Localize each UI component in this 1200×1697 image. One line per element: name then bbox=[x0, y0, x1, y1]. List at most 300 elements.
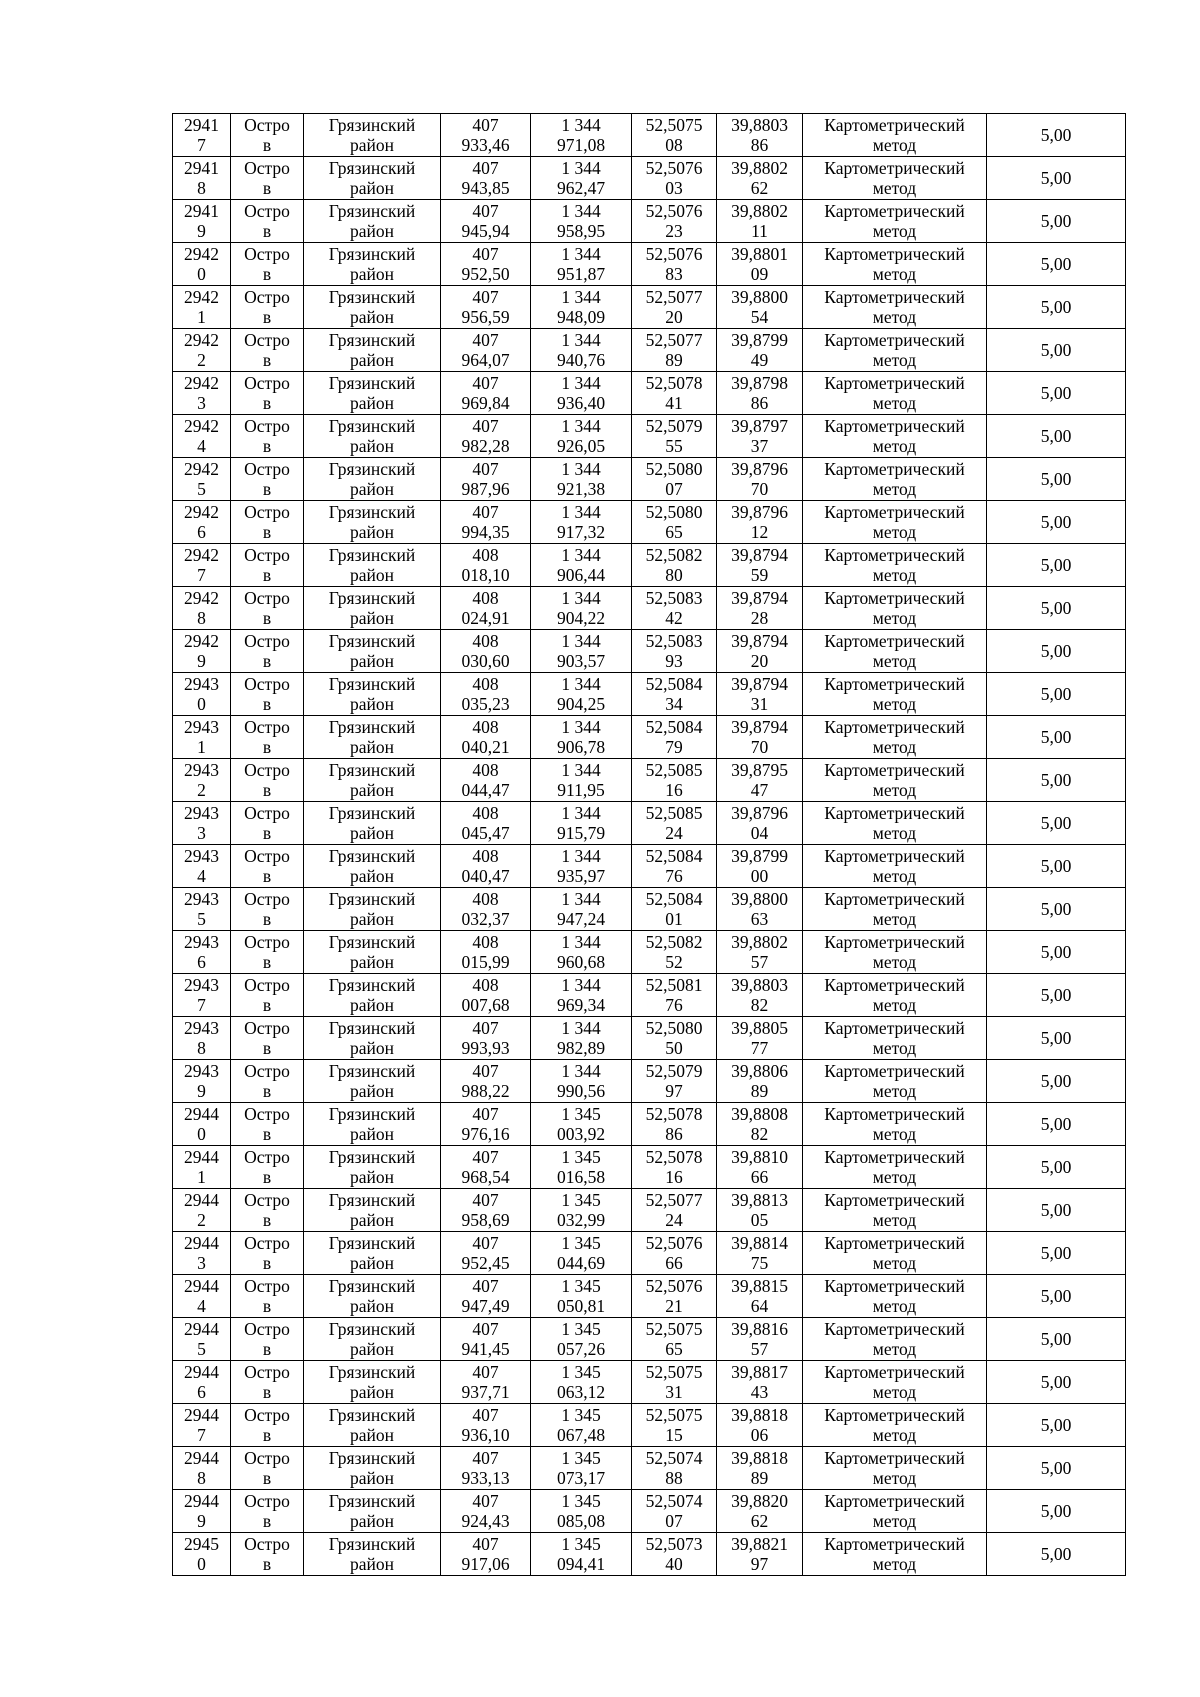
object-type-cell bbox=[231, 114, 304, 157]
method-line-2: метод bbox=[872, 1296, 917, 1316]
y-coordinate-cell bbox=[531, 673, 632, 716]
point-number-line-2: 0 bbox=[197, 264, 206, 284]
object-type-line-1: Остро bbox=[244, 1104, 290, 1124]
object-type-line-1: Остро bbox=[244, 545, 290, 565]
longitude-cell bbox=[717, 415, 803, 458]
x-coordinate-line-2: 941,45 bbox=[461, 1339, 510, 1359]
point-number-line-1: 2942 bbox=[184, 373, 219, 393]
longitude-cell bbox=[717, 716, 803, 759]
method-line-1: Картометрический bbox=[824, 1534, 965, 1554]
point-number-cell bbox=[173, 1060, 231, 1103]
y-coordinate-line-1: 1 344 bbox=[561, 502, 601, 522]
district-cell bbox=[304, 1447, 441, 1490]
object-type-line-2: в bbox=[262, 565, 272, 585]
longitude-cell bbox=[717, 931, 803, 974]
point-number-cell bbox=[173, 974, 231, 1017]
method-cell bbox=[803, 243, 987, 286]
district-line-2: район bbox=[350, 307, 394, 327]
point-number-line-1: 2943 bbox=[184, 760, 219, 780]
point-number-cell bbox=[173, 1103, 231, 1146]
method-line-1: Картометрический bbox=[824, 889, 965, 909]
method-line-1: Картометрический bbox=[824, 975, 965, 995]
y-coordinate-line-1: 1 344 bbox=[561, 115, 601, 135]
longitude-line-1: 39,8803 bbox=[731, 115, 788, 135]
latitude-cell bbox=[632, 1189, 717, 1232]
point-number-line-2: 5 bbox=[197, 1339, 206, 1359]
latitude-line-1: 52,5084 bbox=[645, 889, 703, 909]
x-coordinate-cell bbox=[441, 372, 531, 415]
x-coordinate-line-2: 994,35 bbox=[461, 522, 510, 542]
table-body bbox=[173, 114, 1126, 1576]
accuracy-cell: 5,00 bbox=[987, 1490, 1126, 1533]
y-coordinate-cell bbox=[531, 630, 632, 673]
method-cell bbox=[803, 1447, 987, 1490]
district-line-1: Грязинский bbox=[328, 373, 416, 393]
point-number-line-2: 9 bbox=[197, 651, 206, 671]
table-row bbox=[173, 114, 1126, 157]
latitude-line-2: 24 bbox=[665, 823, 683, 843]
district-cell bbox=[304, 544, 441, 587]
object-type-line-2: в bbox=[262, 866, 272, 886]
latitude-line-2: 76 bbox=[665, 866, 683, 886]
object-type-line-1: Остро bbox=[244, 631, 290, 651]
x-coordinate-line-1: 407 bbox=[472, 1190, 499, 1210]
y-coordinate-line-1: 1 345 bbox=[561, 1190, 601, 1210]
method-cell bbox=[803, 1060, 987, 1103]
longitude-line-1: 39,8802 bbox=[731, 158, 788, 178]
x-coordinate-line-2: 956,59 bbox=[461, 307, 510, 327]
object-type-line-1: Остро bbox=[244, 932, 290, 952]
point-number-cell bbox=[173, 759, 231, 802]
object-type-line-2: в bbox=[262, 1081, 272, 1101]
y-coordinate-line-1: 1 344 bbox=[561, 975, 601, 995]
x-coordinate-line-1: 407 bbox=[472, 502, 499, 522]
point-number-cell bbox=[173, 415, 231, 458]
method-line-1: Картометрический bbox=[824, 588, 965, 608]
method-cell bbox=[803, 1318, 987, 1361]
latitude-line-1: 52,5074 bbox=[645, 1491, 703, 1511]
method-line-2: метод bbox=[872, 178, 917, 198]
x-coordinate-cell bbox=[441, 1361, 531, 1404]
y-coordinate-cell bbox=[531, 1318, 632, 1361]
latitude-line-1: 52,5075 bbox=[645, 1319, 703, 1339]
district-cell bbox=[304, 931, 441, 974]
object-type-cell bbox=[231, 1146, 304, 1189]
point-number-cell bbox=[173, 630, 231, 673]
y-coordinate-cell bbox=[531, 544, 632, 587]
accuracy-cell: 5,00 bbox=[987, 329, 1126, 372]
x-coordinate-cell bbox=[441, 1318, 531, 1361]
object-type-line-2: в bbox=[262, 522, 272, 542]
latitude-line-2: 08 bbox=[665, 135, 683, 155]
point-number-line-2: 4 bbox=[197, 866, 206, 886]
latitude-line-1: 52,5084 bbox=[645, 674, 703, 694]
district-cell bbox=[304, 1017, 441, 1060]
point-number-cell bbox=[173, 286, 231, 329]
method-line-1: Картометрический bbox=[824, 1061, 965, 1081]
latitude-line-2: 16 bbox=[665, 780, 683, 800]
method-cell bbox=[803, 1404, 987, 1447]
latitude-line-2: 03 bbox=[665, 178, 683, 198]
object-type-line-1: Остро bbox=[244, 416, 290, 436]
object-type-line-2: в bbox=[262, 780, 272, 800]
district-line-2: район bbox=[350, 178, 394, 198]
point-number-line-1: 2941 bbox=[184, 158, 219, 178]
y-coordinate-line-1: 1 344 bbox=[561, 459, 601, 479]
district-line-1: Грязинский bbox=[328, 631, 416, 651]
point-number-line-1: 2942 bbox=[184, 330, 219, 350]
latitude-line-1: 52,5075 bbox=[645, 115, 703, 135]
method-line-2: метод bbox=[872, 780, 917, 800]
latitude-line-2: 21 bbox=[665, 1296, 683, 1316]
district-line-1: Грязинский bbox=[328, 1147, 416, 1167]
district-line-1: Грязинский bbox=[328, 1233, 416, 1253]
latitude-line-2: 86 bbox=[665, 1124, 683, 1144]
method-line-1: Картометрический bbox=[824, 330, 965, 350]
point-number-line-1: 2941 bbox=[184, 201, 219, 221]
longitude-line-1: 39,8818 bbox=[731, 1405, 788, 1425]
accuracy-cell: 5,00 bbox=[987, 1361, 1126, 1404]
table-row bbox=[173, 458, 1126, 501]
longitude-line-1: 39,8802 bbox=[731, 932, 788, 952]
latitude-line-2: 16 bbox=[665, 1167, 683, 1187]
object-type-line-2: в bbox=[262, 1554, 272, 1574]
district-line-1: Грязинский bbox=[328, 502, 416, 522]
latitude-cell bbox=[632, 157, 717, 200]
longitude-line-2: 70 bbox=[750, 737, 769, 757]
latitude-cell bbox=[632, 845, 717, 888]
x-coordinate-line-2: 993,93 bbox=[461, 1038, 510, 1058]
point-number-line-1: 2942 bbox=[184, 502, 219, 522]
object-type-line-1: Остро bbox=[244, 287, 290, 307]
longitude-cell bbox=[717, 286, 803, 329]
longitude-line-2: 20 bbox=[750, 651, 769, 671]
object-type-line-1: Остро bbox=[244, 1147, 290, 1167]
y-coordinate-line-1: 1 344 bbox=[561, 330, 601, 350]
method-line-2: метод bbox=[872, 264, 917, 284]
district-line-1: Грязинский bbox=[328, 1061, 416, 1081]
point-number-line-2: 4 bbox=[197, 436, 206, 456]
district-line-1: Грязинский bbox=[328, 1276, 416, 1296]
longitude-line-1: 39,8806 bbox=[731, 1061, 788, 1081]
method-line-1: Картометрический bbox=[824, 201, 965, 221]
y-coordinate-line-1: 1 344 bbox=[561, 760, 601, 780]
object-type-line-1: Остро bbox=[244, 760, 290, 780]
latitude-line-1: 52,5078 bbox=[645, 1104, 703, 1124]
method-line-2: метод bbox=[872, 350, 917, 370]
district-line-1: Грязинский bbox=[328, 1018, 416, 1038]
point-number-cell bbox=[173, 1447, 231, 1490]
x-coordinate-cell bbox=[441, 1103, 531, 1146]
x-coordinate-line-1: 408 bbox=[472, 674, 499, 694]
district-line-2: район bbox=[350, 608, 394, 628]
district-line-1: Грязинский bbox=[328, 1491, 416, 1511]
x-coordinate-line-2: 035,23 bbox=[461, 694, 510, 714]
point-number-line-2: 7 bbox=[197, 995, 206, 1015]
method-line-2: метод bbox=[872, 694, 917, 714]
longitude-cell bbox=[717, 974, 803, 1017]
point-number-cell bbox=[173, 372, 231, 415]
method-line-2: метод bbox=[872, 1468, 917, 1488]
x-coordinate-line-2: 988,22 bbox=[461, 1081, 510, 1101]
point-number-line-1: 2943 bbox=[184, 717, 219, 737]
district-cell bbox=[304, 1490, 441, 1533]
x-coordinate-cell bbox=[441, 759, 531, 802]
x-coordinate-line-2: 040,21 bbox=[461, 737, 510, 757]
object-type-line-1: Остро bbox=[244, 1491, 290, 1511]
longitude-line-2: 75 bbox=[750, 1253, 769, 1273]
y-coordinate-cell bbox=[531, 845, 632, 888]
x-coordinate-line-2: 952,45 bbox=[461, 1253, 510, 1273]
x-coordinate-line-1: 407 bbox=[472, 1233, 499, 1253]
latitude-line-1: 52,5083 bbox=[645, 631, 703, 651]
latitude-line-1: 52,5080 bbox=[645, 459, 703, 479]
method-line-1: Картометрический bbox=[824, 846, 965, 866]
accuracy-cell: 5,00 bbox=[987, 1275, 1126, 1318]
district-line-1: Грязинский bbox=[328, 760, 416, 780]
x-coordinate-cell bbox=[441, 243, 531, 286]
latitude-cell bbox=[632, 974, 717, 1017]
method-line-1: Картометрический bbox=[824, 803, 965, 823]
object-type-line-2: в bbox=[262, 1296, 272, 1316]
object-type-line-1: Остро bbox=[244, 803, 290, 823]
district-line-2: район bbox=[350, 866, 394, 886]
x-coordinate-line-1: 407 bbox=[472, 158, 499, 178]
longitude-cell bbox=[717, 673, 803, 716]
x-coordinate-line-2: 015,99 bbox=[461, 952, 510, 972]
point-number-line-1: 2942 bbox=[184, 416, 219, 436]
method-line-1: Картометрический bbox=[824, 1491, 965, 1511]
table-row bbox=[173, 888, 1126, 931]
district-line-2: район bbox=[350, 1339, 394, 1359]
point-number-line-2: 4 bbox=[197, 1296, 206, 1316]
latitude-line-1: 52,5076 bbox=[645, 158, 703, 178]
object-type-line-1: Остро bbox=[244, 588, 290, 608]
method-cell bbox=[803, 630, 987, 673]
district-line-2: район bbox=[350, 393, 394, 413]
latitude-line-2: 31 bbox=[665, 1382, 683, 1402]
point-number-line-2: 6 bbox=[197, 522, 206, 542]
point-number-line-2: 7 bbox=[197, 1425, 206, 1445]
latitude-line-1: 52,5078 bbox=[645, 373, 703, 393]
point-number-line-2: 8 bbox=[197, 178, 206, 198]
point-number-line-1: 2943 bbox=[184, 1061, 219, 1081]
table-row bbox=[173, 1189, 1126, 1232]
accuracy-cell: 5,00 bbox=[987, 1017, 1126, 1060]
longitude-line-1: 39,8794 bbox=[731, 717, 788, 737]
latitude-line-2: 65 bbox=[665, 522, 683, 542]
table-row bbox=[173, 1103, 1126, 1146]
latitude-line-1: 52,5076 bbox=[645, 244, 703, 264]
x-coordinate-line-1: 407 bbox=[472, 416, 499, 436]
district-line-1: Грязинский bbox=[328, 158, 416, 178]
longitude-line-1: 39,8803 bbox=[731, 975, 788, 995]
method-line-1: Картометрический bbox=[824, 158, 965, 178]
point-number-line-1: 2943 bbox=[184, 674, 219, 694]
latitude-line-2: 50 bbox=[665, 1038, 683, 1058]
y-coordinate-cell bbox=[531, 1275, 632, 1318]
district-line-2: район bbox=[350, 1511, 394, 1531]
point-number-cell bbox=[173, 114, 231, 157]
x-coordinate-line-1: 407 bbox=[472, 1491, 499, 1511]
accuracy-cell: 5,00 bbox=[987, 931, 1126, 974]
method-line-1: Картометрический bbox=[824, 760, 965, 780]
object-type-cell bbox=[231, 458, 304, 501]
object-type-line-1: Остро bbox=[244, 502, 290, 522]
accuracy-cell: 5,00 bbox=[987, 802, 1126, 845]
table-row bbox=[173, 1232, 1126, 1275]
table-row bbox=[173, 802, 1126, 845]
method-line-2: метод bbox=[872, 307, 917, 327]
x-coordinate-line-2: 943,85 bbox=[461, 178, 510, 198]
y-coordinate-line-1: 1 344 bbox=[561, 158, 601, 178]
x-coordinate-cell bbox=[441, 286, 531, 329]
method-line-2: метод bbox=[872, 479, 917, 499]
object-type-cell bbox=[231, 1447, 304, 1490]
accuracy-cell: 5,00 bbox=[987, 1189, 1126, 1232]
y-coordinate-cell bbox=[531, 372, 632, 415]
y-coordinate-line-1: 1 344 bbox=[561, 287, 601, 307]
accuracy-cell: 5,00 bbox=[987, 759, 1126, 802]
district-line-2: район bbox=[350, 651, 394, 671]
district-line-1: Грязинский bbox=[328, 588, 416, 608]
district-line-2: район bbox=[350, 1124, 394, 1144]
method-line-2: метод bbox=[872, 1425, 917, 1445]
method-cell bbox=[803, 587, 987, 630]
latitude-cell bbox=[632, 1232, 717, 1275]
method-line-2: метод bbox=[872, 737, 917, 757]
y-coordinate-cell bbox=[531, 114, 632, 157]
longitude-cell bbox=[717, 630, 803, 673]
district-cell bbox=[304, 673, 441, 716]
method-line-2: метод bbox=[872, 1081, 917, 1101]
point-number-line-1: 2943 bbox=[184, 889, 219, 909]
longitude-line-2: 04 bbox=[750, 823, 769, 843]
district-line-2: район bbox=[350, 780, 394, 800]
x-coordinate-line-1: 407 bbox=[472, 201, 499, 221]
method-line-2: метод bbox=[872, 1038, 917, 1058]
district-cell bbox=[304, 1275, 441, 1318]
method-line-2: метод bbox=[872, 1210, 917, 1230]
object-type-line-2: в bbox=[262, 694, 272, 714]
object-type-cell bbox=[231, 1490, 304, 1533]
object-type-line-2: в bbox=[262, 1210, 272, 1230]
point-number-line-2: 0 bbox=[197, 1554, 206, 1574]
point-number-line-1: 2943 bbox=[184, 803, 219, 823]
table-row bbox=[173, 200, 1126, 243]
method-cell bbox=[803, 1017, 987, 1060]
object-type-cell bbox=[231, 544, 304, 587]
object-type-cell bbox=[231, 372, 304, 415]
object-type-cell bbox=[231, 888, 304, 931]
point-number-line-2: 0 bbox=[197, 694, 206, 714]
latitude-cell bbox=[632, 630, 717, 673]
latitude-cell bbox=[632, 1447, 717, 1490]
method-cell bbox=[803, 1189, 987, 1232]
object-type-cell bbox=[231, 802, 304, 845]
district-line-1: Грязинский bbox=[328, 1104, 416, 1124]
object-type-cell bbox=[231, 845, 304, 888]
longitude-line-2: 49 bbox=[750, 350, 769, 370]
district-cell bbox=[304, 716, 441, 759]
latitude-line-2: 80 bbox=[665, 565, 683, 585]
method-line-1: Картометрический bbox=[824, 1104, 965, 1124]
latitude-line-1: 52,5085 bbox=[645, 760, 703, 780]
longitude-line-2: 63 bbox=[750, 909, 769, 929]
longitude-cell bbox=[717, 587, 803, 630]
latitude-line-2: 52 bbox=[665, 952, 683, 972]
object-type-cell bbox=[231, 243, 304, 286]
longitude-cell bbox=[717, 329, 803, 372]
x-coordinate-line-2: 964,07 bbox=[461, 350, 510, 370]
y-coordinate-line-2: 063,12 bbox=[556, 1382, 606, 1402]
object-type-line-2: в bbox=[262, 1038, 272, 1058]
accuracy-cell: 5,00 bbox=[987, 1447, 1126, 1490]
latitude-line-1: 52,5084 bbox=[645, 846, 703, 866]
district-cell bbox=[304, 286, 441, 329]
y-coordinate-line-2: 915,79 bbox=[556, 823, 606, 843]
longitude-cell bbox=[717, 802, 803, 845]
y-coordinate-line-2: 926,05 bbox=[556, 436, 606, 456]
district-line-1: Грязинский bbox=[328, 803, 416, 823]
point-number-line-1: 2944 bbox=[184, 1319, 219, 1339]
point-number-cell bbox=[173, 1361, 231, 1404]
x-coordinate-line-1: 408 bbox=[472, 588, 499, 608]
point-number-line-2: 2 bbox=[197, 350, 206, 370]
y-coordinate-line-1: 1 345 bbox=[561, 1319, 601, 1339]
longitude-cell bbox=[717, 114, 803, 157]
point-number-line-1: 2944 bbox=[184, 1233, 219, 1253]
district-line-1: Грязинский bbox=[328, 1362, 416, 1382]
method-cell bbox=[803, 372, 987, 415]
y-coordinate-line-1: 1 344 bbox=[561, 803, 601, 823]
x-coordinate-line-2: 987,96 bbox=[461, 479, 510, 499]
longitude-line-2: 62 bbox=[750, 178, 769, 198]
object-type-line-2: в bbox=[262, 479, 272, 499]
accuracy-cell: 5,00 bbox=[987, 1232, 1126, 1275]
longitude-cell bbox=[717, 157, 803, 200]
point-number-cell bbox=[173, 1232, 231, 1275]
object-type-line-2: в bbox=[262, 1253, 272, 1273]
latitude-line-1: 52,5081 bbox=[645, 975, 703, 995]
object-type-line-2: в bbox=[262, 1382, 272, 1402]
latitude-line-1: 52,5073 bbox=[645, 1534, 703, 1554]
object-type-line-1: Остро bbox=[244, 1448, 290, 1468]
y-coordinate-line-2: 969,34 bbox=[556, 995, 606, 1015]
latitude-cell bbox=[632, 1146, 717, 1189]
longitude-cell bbox=[717, 1361, 803, 1404]
object-type-cell bbox=[231, 931, 304, 974]
longitude-line-2: 86 bbox=[750, 135, 769, 155]
district-line-2: район bbox=[350, 1425, 394, 1445]
method-line-2: метод bbox=[872, 221, 917, 241]
y-coordinate-cell bbox=[531, 243, 632, 286]
object-type-cell bbox=[231, 1017, 304, 1060]
latitude-line-1: 52,5083 bbox=[645, 588, 703, 608]
x-coordinate-line-1: 407 bbox=[472, 244, 499, 264]
longitude-line-1: 39,8801 bbox=[731, 244, 788, 264]
y-coordinate-line-1: 1 345 bbox=[561, 1534, 601, 1554]
x-coordinate-cell bbox=[441, 544, 531, 587]
y-coordinate-line-2: 982,89 bbox=[556, 1038, 606, 1058]
district-cell bbox=[304, 329, 441, 372]
method-cell bbox=[803, 931, 987, 974]
y-coordinate-cell bbox=[531, 458, 632, 501]
x-coordinate-line-2: 969,84 bbox=[461, 393, 510, 413]
district-line-1: Грязинский bbox=[328, 975, 416, 995]
object-type-line-2: в bbox=[262, 393, 272, 413]
y-coordinate-line-1: 1 344 bbox=[561, 373, 601, 393]
